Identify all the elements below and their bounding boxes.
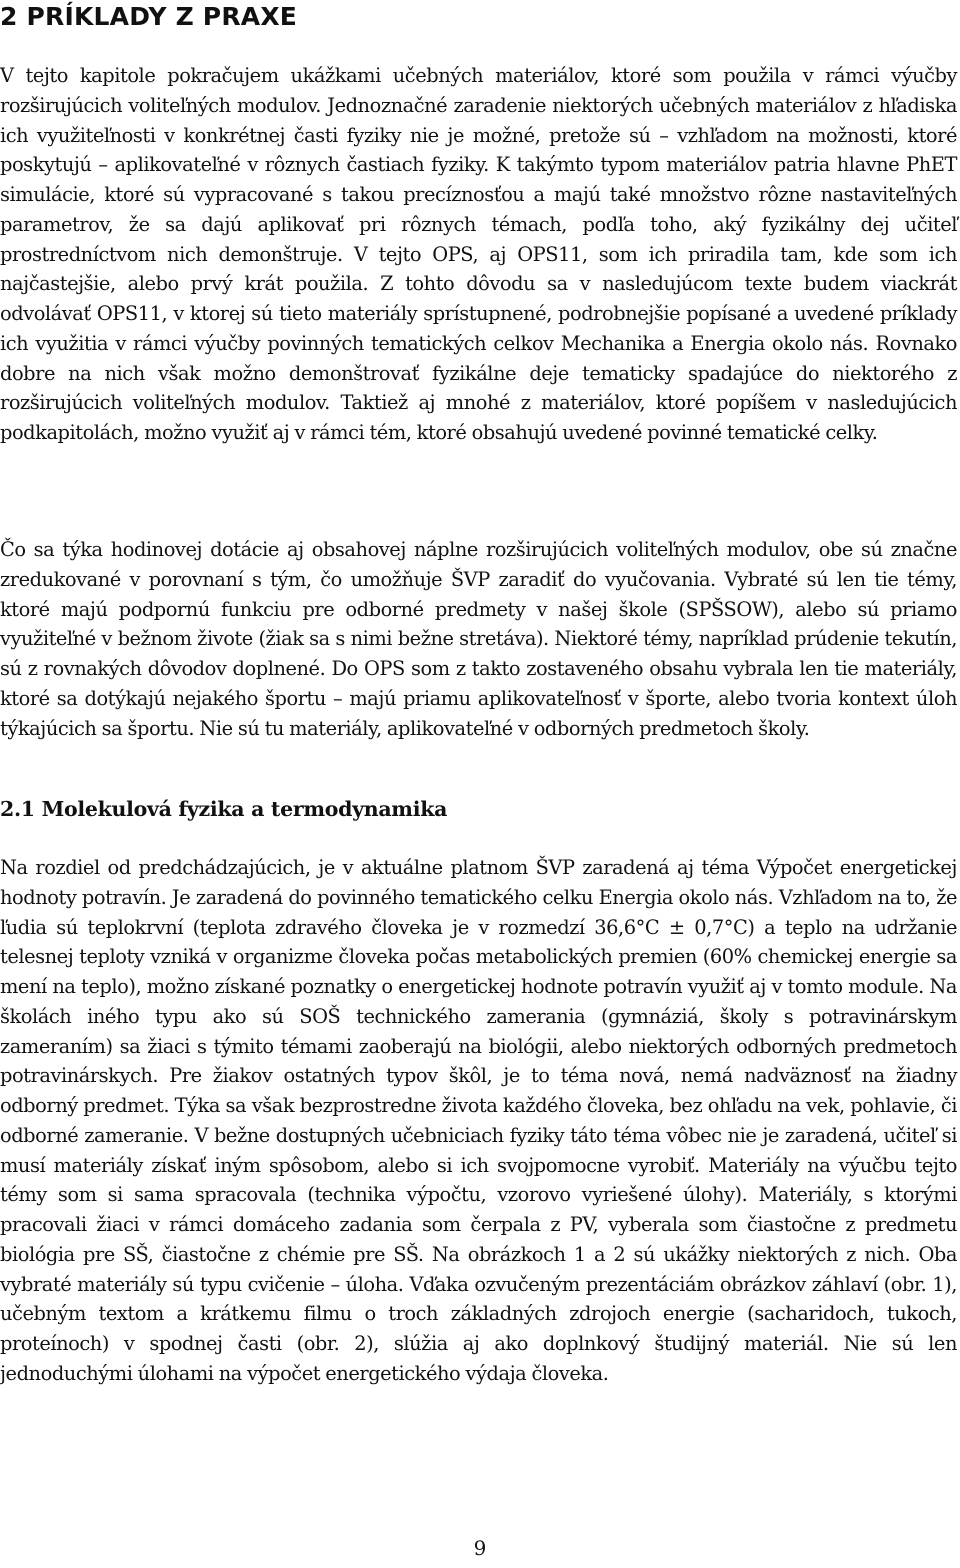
hours-paragraph: Čo sa týka hodinovej dotácie aj obsahovej náplne rozširujúcich voliteľných modulov, obe sú značne zredukované v porovnaní s tým, čo umožňuje ŠVP zaradiť do vyučovania. Vybraté sú len tie témy, ktoré majú podpornú funkciu pre odborné predmety v našej škole (SPŠSOW), alebo sú priamo využiteľné v bežnom živote (žiak sa s nimi bežne stretáva). Niektoré témy, napríklad prúdenie tekutín, sú z rovnakých dôvodov doplnené. Do OPS som z takto zostaveného obsahu vybrala len tie materiály, ktoré sa dotýkajú nejakého športu – majú priamu aplikovateľnosť v športe, alebo tvoria kontext úloh týkajúcich sa športu. Nie sú tu materiály, aplikovateľné v odborných predmetoch školy.	[0, 538, 957, 740]
intro-paragraph: V tejto kapitole pokračujem ukážkami učebných materiálov, ktoré som použila v rámci výučby rozširujúcich voliteľných modulov. Jednoznačné zaradenie niektorých učebných materiálov z hľadiska ich využiteľnosti v konkrétnej časti fyziky nie je možné, pretože sú – vzhľadom na možnosti, ktoré poskytujú – aplikovateľné v rôznych častiach fyziky. K takýmto typom materiálov patria hlavne PhET simulácie, ktoré sú vypracované s takou precíznosťou a majú také množstvo rôzne nastaviteľných parametrov, že sa dajú aplikovať pri rôznych témach, podľa toho, aký fyzikálny dej učiteľ prostredníctvom nich demonštruje. V tejto OPS, aj OPS11, som ich priradila tam, kde som ich najčastejšie, alebo prvý krát použila. Z tohto dôvodu sa v nasledujúcom texte budem viackrát odvolávať OPS11, v ktorej sú tieto materiály sprístupnené, podrobnejšie popísané a uvedené príklady ich využitia v rámci výučby povinných tematických celkov Mechanika a Energia okolo nás. Rovnako dobre na nich však možno demonštrovať fyzikálne deje tematicky spadajúce do niektorého z rozširujúcich voliteľných modulov. Taktiež aj mnohé z materiálov, ktoré popíšem v nasledujúcich podkapitolách, možno využiť aj v rámci tém, ktoré obsahujú uvedené povinné tematické celky.	[0, 64, 957, 444]
section-paragraph: Na rozdiel od predchádzajúcich, je v aktuálne platnom ŠVP zaradená aj téma Výpočet energetickej hodnoty potravín. Je zaradená do povinného tematického celku Energia okolo nás. Vzhľadom na to, že ľudia sú teplokrvní (teplota zdravého človeka je v rozmedzí 36,6°C ± 0,7°C) a teplo na udržanie telesnej teploty vzniká v organizme človeka počas metabolických premien (60% chemickej energie sa mení na teplo), možno získané poznatky o energetickej hodnote potravín využiť aj v tomto module. Na školách iného typu ako sú SOŠ technického zamerania (gymnáziá, školy s potravinárskym zameraním) sa žiaci s týmito témami zaoberajú na biológii, alebo niektorých odborných predmetoch potravinárskych. Pre žiakov ostatných typov škôl, je to téma nová, nemá nadväznosť na žiadny odborný predmet. Týka sa však bezprostredne života každého človeka, bez ohľadu na vek, pohlavie, či odborné zameranie. V bežne dostupných učebniciach fyziky táto téma vôbec nie je zaradená, učiteľ si musí materiály získať iným spôsobom, alebo si ich svojpomocne vyrobiť. Materiály na výučbu tejto témy som si sama spracovala (technika výpočtu, vzorovo vyriešené úlohy). Materiály, s ktorými pracovali žiaci v rámci domáceho zadania som čerpala z PV, vyberala som čiastočne z predmetu biológia pre SŠ, čiastočne z chémie pre SŠ. Na obrázkoch 1 a 2 sú ukážky niektorých z nich. Oba vybraté materiály sú typu cvičenie – úloha. Vďaka ozvučeným prezentáciám obrázkov záhlaví (obr. 1), učebným textom a krátkemu filmu o troch základných zdrojoch energie (sacharidoch, tukoch, proteínoch) v spodnej časti (obr. 2), slúžia aj ako doplnkový študijný materiál. Nie sú len jednoduchými úlohami na výpočet energetického výdaja človeka.	[0, 856, 957, 1385]
section-title: 2.1 Molekulová fyzika a termodynamika	[0, 797, 448, 821]
chapter-title: 2 PRÍKLADY Z PRAXE	[0, 2, 298, 31]
page-number: 9	[473, 1536, 487, 1560]
